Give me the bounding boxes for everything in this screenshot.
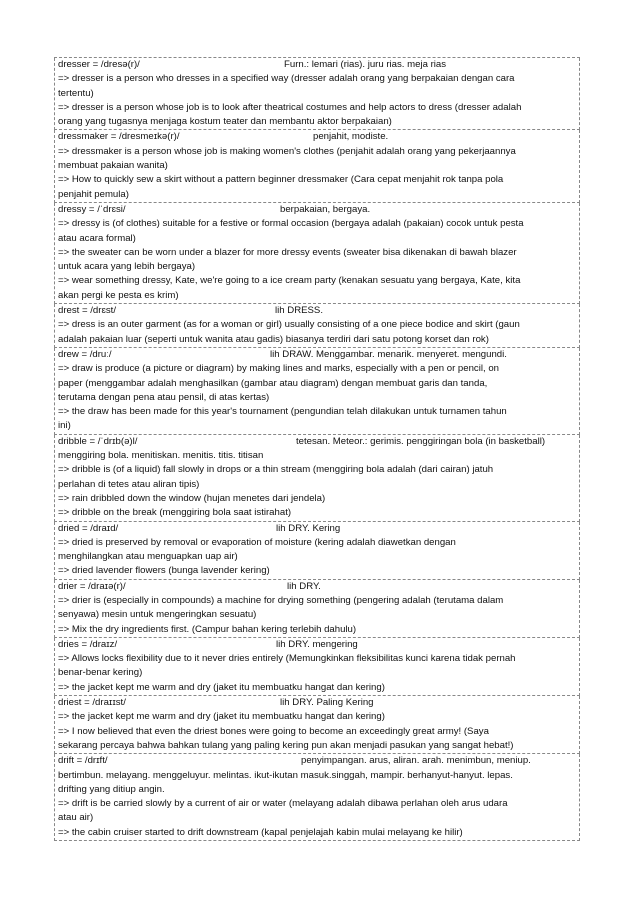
entry-line: membuat pakaian wanita): [58, 160, 168, 172]
entry-header: [58, 522, 577, 536]
short-definition: penjahit, modiste.: [313, 131, 389, 143]
entry-line: orang yang tugasnya menjaga kostum teater dan membantu aktor berpakaian): [58, 116, 392, 128]
entry-line: akan pergi ke pesta es krim): [58, 289, 179, 301]
entry-line: terutama dengan pena atau pensil, di atas kertas): [58, 391, 270, 403]
entry-header: [58, 754, 577, 768]
short-definition: lih DRESS.: [275, 305, 323, 317]
headword: dresser = /dresə(r)/: [58, 59, 140, 70]
entry-line: => dried lavender flowers (bunga lavender kering): [58, 565, 270, 577]
entry-line: benar-benar kering): [58, 667, 143, 679]
entry-line: => rain dribbled down the window (hujan menetes dari jendela): [58, 492, 326, 504]
entry-line: => dresser is a person who dresses in a specified way (dresser adalah orang yang berpakaian dengan cara: [58, 73, 515, 85]
entry-header: [58, 58, 577, 72]
dictionary-entry: [54, 638, 580, 696]
entry-line: => dried is preserved by removal or evaporation of moisture (kering adalah diawetkan dengan: [58, 536, 456, 548]
entry-line: => the cabin cruiser started to drift downstream (kapal penjelajah kabin mulai melayang ke hilir): [58, 826, 463, 838]
entry-line: => drier is (especially in compounds) a machine for drying something (pengering adalah (terutama dalam: [58, 594, 504, 606]
entry-line: atau air): [58, 812, 94, 824]
entry-line: => draw is produce (a picture or diagram) by making lines and marks, especially with a pen or pencil, on: [58, 363, 499, 375]
entry-header: [58, 580, 577, 594]
dictionary-sheet: [54, 57, 580, 841]
entry-line: => dressy is (of clothes) suitable for a festive or formal occasion (bergaya adalah (pakaian) cocok untuk pesta: [58, 218, 524, 230]
entry-line: => the jacket kept me warm and dry (jaket itu membuatku hangat dan kering): [58, 711, 385, 723]
entry-line: perlahan di tetes atau aliran tipis): [58, 478, 200, 490]
entry-line: senyawa) mesin untuk mengeringkan sesuatu): [58, 609, 257, 621]
short-definition: penyimpangan. arus, aliran. arah. menimbun, meniup.: [301, 755, 531, 767]
entry-line: => wear something dressy, Kate, we're going to a ice cream party (kenakan sesuatu yang bergaya, Kate, kita: [58, 275, 521, 287]
short-definition: lih DRY.: [287, 580, 321, 592]
headword: dressy = /ˈdrɛsi/: [58, 203, 126, 215]
entry-line: menggiring bola. menitiskan. menitis. titis. titisan: [58, 450, 264, 462]
dictionary-entry: [54, 58, 580, 130]
entry-line: penjahit pemula): [58, 188, 129, 200]
entry-line: sekarang percaya bahwa bahkan tulang yang paling kering pun akan menjadi pasukan yang sangat hebat!): [58, 739, 514, 751]
entry-line: => dribble is (of a liquid) fall slowly in drops or a thin stream (menggiring bola adalah (dari cairan) jatuh: [58, 464, 494, 476]
entry-header: [58, 435, 577, 449]
entry-line: => Mix the dry ingredients first. (Campur bahan kering terlebih dahulu): [58, 623, 357, 635]
short-definition: lih DRY. mengering: [276, 638, 358, 650]
headword: drier = /draɪə(r)/: [58, 580, 126, 592]
entry-header: [58, 203, 577, 217]
entry-line: => dribble on the break (menggiring bola saat istirahat): [58, 507, 292, 519]
entry-header: [58, 696, 577, 710]
dictionary-entry: [54, 203, 580, 304]
dictionary-entry: [54, 754, 580, 841]
entry-line: untuk acara yang lebih bergaya): [58, 261, 196, 273]
headword: dries = /draɪz/: [58, 638, 118, 650]
entry-line: => drift is be carried slowly by a current of air or water (melayang adalah dibawa perlahan oleh arus udara: [58, 798, 508, 810]
short-definition: lih DRY. Paling Kering: [280, 697, 374, 709]
headword: dressmaker = /dresmeɪkə(r)/: [58, 131, 180, 143]
entry-line: => the draw has been made for this year's tournament (pengundian telah dilakukan untuk turnamen tahun: [58, 406, 507, 418]
entry-header: [58, 304, 577, 318]
entry-line: => the sweater can be worn under a blazer for more dressy events (sweater bisa dikenakan di bawah blazer: [58, 246, 517, 258]
short-definition: lih DRAW. Menggambar. menarik. menyeret. mengundi.: [270, 348, 507, 360]
headword: dried = /draɪd/: [58, 522, 119, 534]
entry-line: => the jacket kept me warm and dry (jaket itu membuatku hangat dan kering): [58, 681, 385, 693]
dictionary-entry: [54, 435, 580, 522]
entry-line: => dressmaker is a person whose job is making women's clothes (penjahit adalah orang yang pekerjaannya: [58, 145, 516, 157]
dictionary-entry: [54, 522, 580, 580]
entry-header: [58, 638, 577, 652]
entry-line: => Allows locks flexibility due to it never dries entirely (Memungkinkan fleksibilitas kunci karena tidak pernah: [58, 653, 516, 665]
headword: drest = /drɛst/: [58, 305, 116, 317]
entry-line: ini): [58, 420, 71, 432]
dictionary-entry: [54, 580, 580, 638]
short-definition: berpakaian, bergaya.: [280, 203, 371, 215]
entry-header: [58, 348, 577, 362]
dictionary-entry: [54, 696, 580, 754]
headword: dribble = /ˈdrɪb(ə)l/: [58, 435, 138, 447]
short-definition: Furn.: lemari (rias). juru rias. meja rias: [284, 59, 447, 70]
entry-line: => dress is an outer garment (as for a woman or girl) usually consisting of a one piece bodice and skirt (gaun: [58, 319, 520, 331]
entry-line: => dresser is a person whose job is to look after theatrical costumes and help actors to dress (dresser adalah: [58, 101, 522, 113]
entry-line: adalah pakaian luar (seperti untuk wanita atau gadis) biasanya terdiri dari satu potong korset dan rok): [58, 333, 489, 345]
headword: drew = /druː/: [58, 348, 112, 360]
entry-line: => How to quickly sew a skirt without a pattern beginner dressmaker (Cara cepat menjahit rok tanpa pola: [58, 174, 504, 186]
entry-line: atau acara formal): [58, 232, 136, 244]
dictionary-entry: [54, 130, 580, 202]
headword: drift = /drɪft/: [58, 755, 108, 767]
dictionary-entry: [54, 304, 580, 348]
dictionary-entry: [54, 348, 580, 435]
entry-line: paper (menggambar adalah menghasilkan (gambar atau diagram) dengan membuat garis dan tanda,: [58, 377, 488, 389]
short-definition: tetesan. Meteor.: gerimis. penggiringan bola (in basketball): [296, 435, 546, 447]
entry-line: menghilangkan atau menguapkan uap air): [58, 551, 238, 563]
entry-header: [58, 130, 577, 144]
headword: driest = /draɪɪst/: [58, 697, 126, 709]
entry-line: tertentu): [58, 87, 94, 99]
entry-line: drifting yang ditiup angin.: [58, 783, 165, 795]
entry-line: => I now believed that even the driest bones were going to become an exceedingly great army! (Saya: [58, 725, 489, 737]
entry-line: bertimbun. melayang. menggeluyur. melintas. ikut-ikutan masuk.singgah, mampir. berhanyut-hanyut. lepas.: [58, 769, 513, 781]
short-definition: lih DRY. Kering: [276, 522, 341, 534]
